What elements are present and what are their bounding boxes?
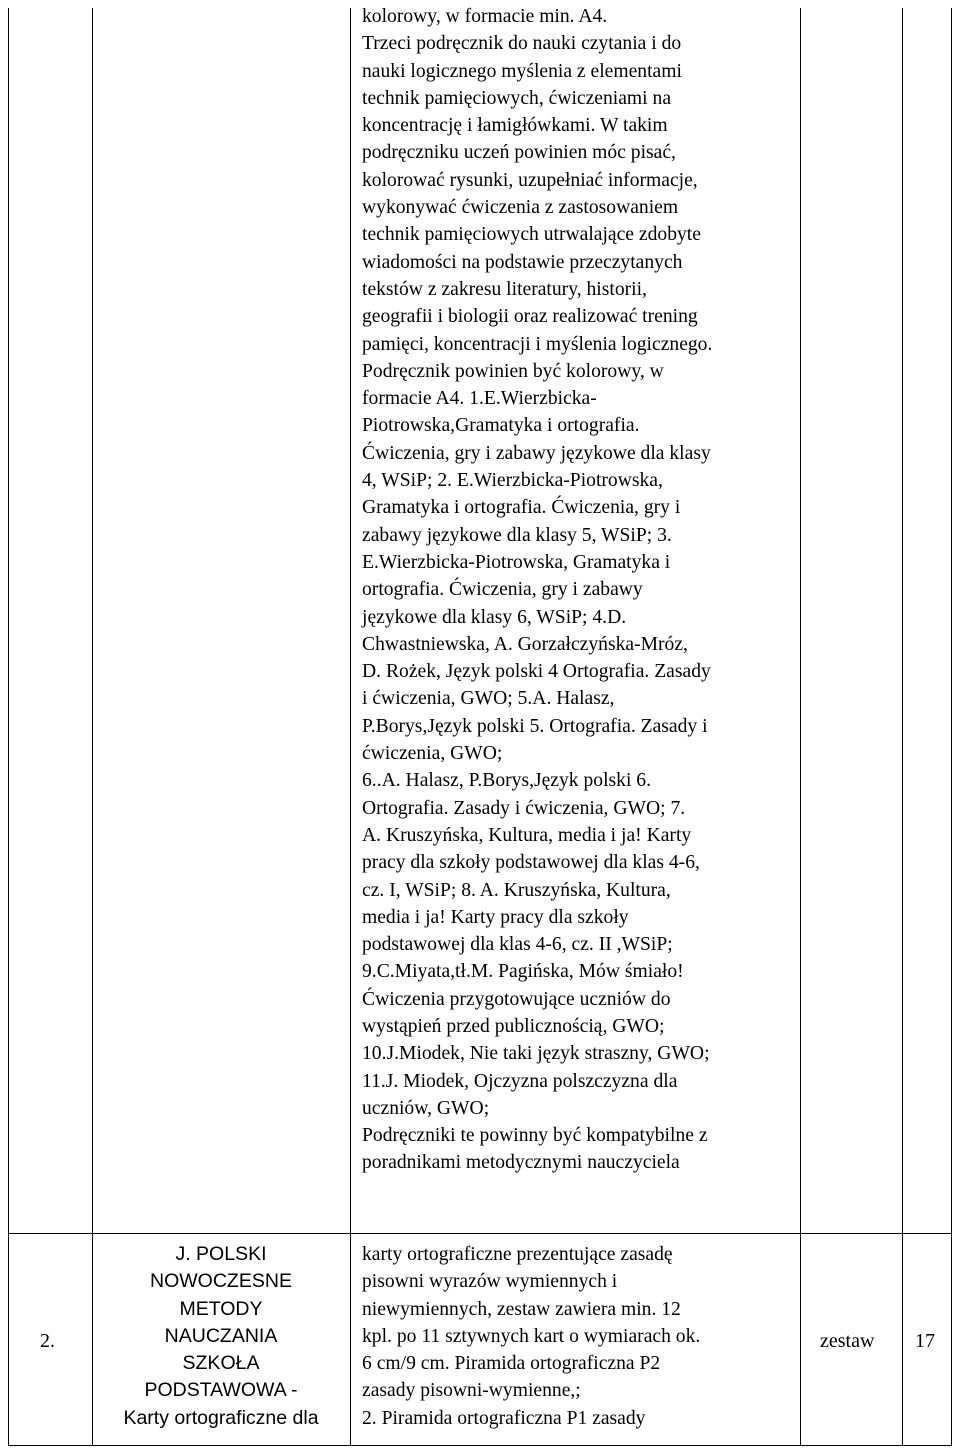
table-border-bottom (8, 1445, 952, 1446)
table-border-right (951, 8, 952, 1446)
table-row-divider (8, 1233, 952, 1234)
category-cell: J. POLSKI NOWOCZESNE METODY NAUCZANIA SZKOŁA PODSTAWOWA - Karty ortograficzne dla (123, 1243, 319, 1429)
table-column-divider (92, 8, 93, 1446)
item-description-cell: karty ortograficzne prezentujące zasadę pisowni wyrazów wymiennych i niewymiennych, zestaw zawiera min. 12 kpl. po 11 sztywnych kart o wymiarach ok. 6 cm/9 cm. Piramida ortograficzna P2 zasady pisowni-wymienne,; 2. Piramida ortograficzna P1 zasady (362, 1244, 701, 1429)
unit-cell: zestaw (820, 1330, 875, 1352)
table-column-divider (800, 8, 801, 1446)
table-border-left (8, 8, 9, 1446)
continuation-description-cell: kolorowy, w formacie min. A4. Trzeci podręcznik do nauki czytania i do nauki logicznego myślenia z elementami technik pamięciowych, ćwiczeniami na koncentrację i łamigłówkami. W takim podręczniku uczeń powinien móc pisać, kolorować rysunki, uzupełniać informacje, wykonywać ćwiczenia z zastosowaniem technik pamięciowych utrwalające zdobyte wiadomości na podstawie przeczytanych tekstów z zakresu literatury, historii, geografii i biologii oraz realizować trening pamięci, koncentracji i myślenia logicznego. Podręcznik powinien być kolorowy, w formacie A4. 1.E.Wierzbicka- Piotrowska,Gramatyka i ortografia. Ćwiczenia, gry i zabawy językowe dla klasy 4, WSiP; 2. E.Wierzbicka-Piotrowska, Gramatyka i ortografia. Ćwiczenia, gry i zabawy językowe dla klasy 5, WSiP; 3. E.Wierzbicka-Piotrowska, Gramatyka i ortografia. Ćwiczenia, gry i zabawy językowe dla klasy 6, WSiP; 4.D. Chwastniewska, A. Gorzałczyńska-Mróz, D. Rożek, Język polski 4 Ortografia. Zasady i ćwiczenia, GWO; 5.A. Halasz, P.Borys,Język polski 5. Ortografia. Zasady i ćwiczenia, GWO; 6..A. Halasz, P.Borys,Język polski 6. Ortografia. Zasady i ćwiczenia, GWO; 7. A. Kruszyńska, Kultura, media i ja! Karty pracy dla szkoły podstawowej dla klas 4-6, cz. I, WSiP; 8. A. Kruszyńska, Kultura, media i ja! Karty pracy dla szkoły podstawowej dla klas 4-6, cz. II ,WSiP; 9.C.Miyata,tł.M. Pagińska, Mów śmiało! Ćwiczenia przygotowujące uczniów do wystąpień przed publicznością, GWO; 10.J.Miodek, Nie taki język straszny, GWO; 11.J. Miodek, Ojczyzna polszczyzna dla uczniów, GWO; Podręczniki te powinny być kompatybilne z poradnikami metodycznymi nauczyciela (362, 6, 713, 1174)
table-column-divider (902, 8, 903, 1446)
row-number-cell: 2. (40, 1330, 55, 1352)
quantity-cell: 17 (915, 1330, 935, 1352)
table-column-divider (350, 8, 351, 1446)
